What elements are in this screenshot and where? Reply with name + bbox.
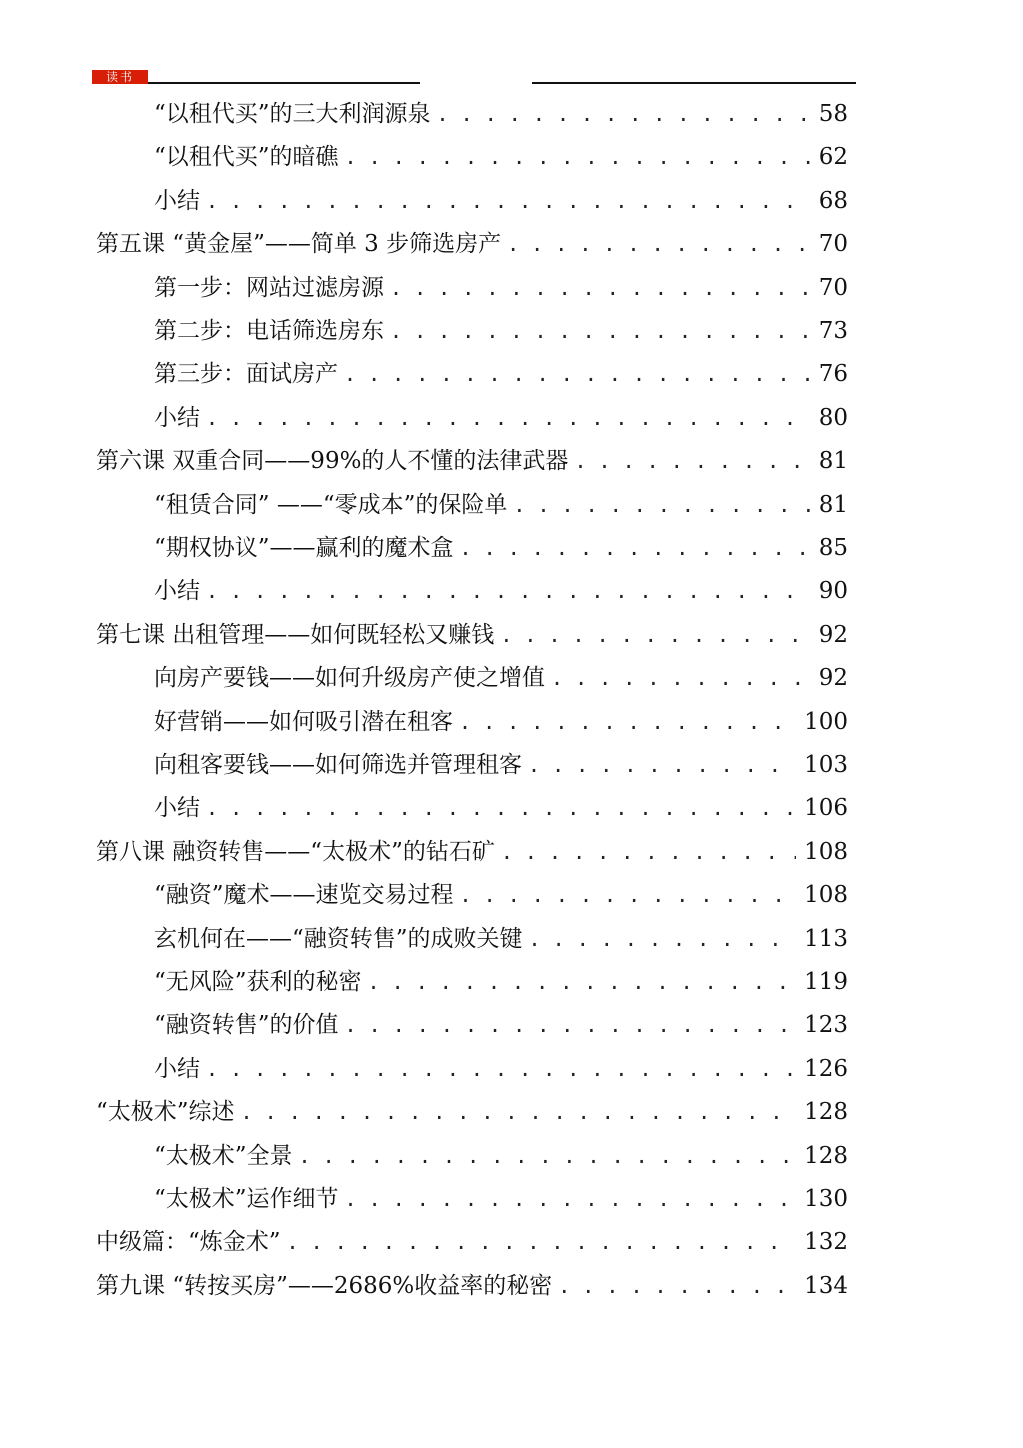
toc-dot-leader <box>574 443 810 479</box>
toc-section-entry[interactable] <box>154 139 848 175</box>
toc-entry-page-number: 58 <box>818 101 848 127</box>
toc-chapter-entry[interactable] <box>96 834 848 870</box>
toc-entry-page-number: 132 <box>804 1229 848 1256</box>
toc-entry-title: 小结 <box>154 578 200 605</box>
toc-section-entry[interactable] <box>154 1181 848 1217</box>
toc-section-entry[interactable] <box>154 1007 848 1043</box>
toc-dot-leader <box>460 530 811 566</box>
toc-entry-page-number: 103 <box>804 752 848 778</box>
toc-dot-leader <box>206 790 796 826</box>
toc-section-entry[interactable] <box>154 877 848 913</box>
toc-entry-page-number: 73 <box>818 318 848 344</box>
toc-chapter-entry[interactable] <box>96 443 848 479</box>
toc-entry-title: 小结 <box>154 404 200 431</box>
header-badge: 读书 <box>92 70 148 84</box>
toc-dot-leader <box>558 1268 796 1304</box>
toc-section-entry[interactable] <box>154 790 848 826</box>
toc-entry-page-number: 70 <box>818 231 848 258</box>
toc-dot-leader <box>513 487 810 523</box>
toc-section-entry[interactable] <box>154 573 848 609</box>
toc-chapter-entry[interactable] <box>96 1224 848 1260</box>
toc-entry-title: 向租客要钱——如何筛选并管理租客 <box>154 752 522 778</box>
toc-entry-page-number: 113 <box>804 925 848 952</box>
toc-entry-page-number: 81 <box>818 491 848 518</box>
toc-entry-title: “期权协议”——赢利的魔术盒 <box>154 535 454 561</box>
toc-entry-title: “太极术”综述 <box>96 1099 235 1126</box>
toc-section-entry[interactable] <box>154 921 848 957</box>
toc-entry-page-number: 134 <box>804 1272 848 1299</box>
toc-dot-leader <box>368 964 797 1000</box>
header-rule-right <box>532 82 856 84</box>
toc-entry-title: “以租代买”的三大利润源泉 <box>154 101 431 127</box>
toc-section-entry[interactable] <box>154 964 848 1000</box>
toc-entry-title: 第一步：网站过滤房源 <box>154 274 384 301</box>
toc-section-entry[interactable] <box>154 270 848 306</box>
toc-entry-title: 第九课 “转按买房”——2686%收益率的秘密 <box>96 1272 553 1299</box>
toc-entry-page-number: 68 <box>818 187 848 214</box>
toc-entry-title: 第三步：面试房产 <box>154 361 338 388</box>
toc-section-entry[interactable] <box>154 660 848 696</box>
toc-entry-page-number: 128 <box>804 1142 848 1169</box>
toc-entry-title: 第五课 “黄金屋”——简单 3 步筛选房产 <box>96 231 502 258</box>
toc-entry-title: “以租代买”的暗礁 <box>154 144 339 171</box>
toc-section-entry[interactable] <box>154 356 848 392</box>
toc-entry-title: “太极术”全景 <box>154 1142 293 1169</box>
toc-dot-leader <box>345 1181 797 1217</box>
toc-entry-title: 小结 <box>154 795 200 822</box>
toc-section-entry[interactable] <box>154 183 848 219</box>
toc-dot-leader <box>390 313 811 349</box>
toc-section-entry[interactable] <box>154 530 848 566</box>
toc-section-entry[interactable] <box>154 704 848 740</box>
toc-dot-leader <box>345 139 811 175</box>
toc-section-entry[interactable] <box>154 1138 848 1174</box>
toc-entry-page-number: 81 <box>818 448 848 475</box>
toc-chapter-entry[interactable] <box>96 1268 848 1304</box>
toc-entry-page-number: 92 <box>818 665 848 692</box>
toc-dot-leader <box>287 1224 797 1260</box>
toc-dot-leader <box>500 617 810 653</box>
toc-entry-page-number: 100 <box>804 708 848 735</box>
toc-entry-title: 第八课 融资转售——“太极术”的钻石矿 <box>96 838 495 865</box>
toc-entry-page-number: 130 <box>804 1186 848 1212</box>
toc-entry-title: “融资”魔术——速览交易过程 <box>154 882 454 909</box>
header-rule-left <box>148 82 420 84</box>
toc-entry-page-number: 106 <box>804 795 848 822</box>
toc-entry-title: 中级篇：“炼金术” <box>96 1229 281 1256</box>
toc-entry-title: 小结 <box>154 1055 200 1082</box>
toc-dot-leader <box>206 1051 796 1087</box>
toc-section-entry[interactable] <box>154 400 848 436</box>
toc-entry-page-number: 76 <box>818 361 848 388</box>
toc-dot-leader <box>528 747 796 783</box>
toc-dot-leader <box>437 96 811 132</box>
toc-entry-page-number: 108 <box>804 838 848 865</box>
toc-dot-leader <box>345 1007 797 1043</box>
toc-entry-page-number: 62 <box>818 144 848 171</box>
toc-dot-leader <box>206 400 811 436</box>
toc-section-entry[interactable] <box>154 487 848 523</box>
toc-entry-title: 第六课 双重合同——99%的人不懂的法律武器 <box>96 448 569 475</box>
toc-entry-page-number: 128 <box>804 1099 848 1126</box>
toc-chapter-entry[interactable] <box>96 226 848 262</box>
toc-dot-leader <box>344 356 811 392</box>
toc-entry-title: 向房产要钱——如何升级房产使之增值 <box>154 665 545 692</box>
toc-dot-leader <box>460 877 797 913</box>
toc-dot-leader <box>529 921 797 957</box>
toc-dot-leader <box>206 573 811 609</box>
toc-entry-page-number: 92 <box>818 621 848 648</box>
toc-dot-leader <box>390 270 811 306</box>
toc-entry-page-number: 85 <box>818 535 848 561</box>
toc-entry-title: 第二步：电话筛选房东 <box>154 318 384 344</box>
toc-section-entry[interactable] <box>154 1051 848 1087</box>
toc-entry-title: “太极术”运作细节 <box>154 1186 339 1212</box>
toc-dot-leader <box>551 660 811 696</box>
toc-entry-title: “无风险”获利的秘密 <box>154 969 362 995</box>
toc-entry-page-number: 70 <box>818 274 848 301</box>
toc-entry-title: 玄机何在——“融资转售”的成败关键 <box>154 925 523 952</box>
toc-entry-title: “融资转售”的价值 <box>154 1012 339 1039</box>
toc-entry-page-number: 80 <box>818 404 848 431</box>
toc-section-entry[interactable] <box>154 313 848 349</box>
toc-dot-leader <box>507 226 811 262</box>
toc-dot-leader <box>501 834 796 870</box>
toc-section-entry[interactable] <box>154 747 848 783</box>
toc-section-entry[interactable] <box>154 96 848 132</box>
toc-dot-leader <box>299 1138 797 1174</box>
toc-entry-page-number: 123 <box>804 1012 848 1039</box>
toc-entry-title: “租赁合同” ——“零成本”的保险单 <box>154 491 508 518</box>
toc-dot-leader <box>241 1094 797 1130</box>
toc-dot-leader <box>206 183 811 219</box>
toc-entry-title: 小结 <box>154 187 200 214</box>
toc-chapter-entry[interactable] <box>96 1094 848 1130</box>
toc-entry-page-number: 108 <box>804 882 848 909</box>
toc-dot-leader <box>459 704 796 740</box>
toc-entry-page-number: 126 <box>804 1055 848 1082</box>
toc-chapter-entry[interactable] <box>96 617 848 653</box>
toc-entry-title: 第七课 出租管理——如何既轻松又赚钱 <box>96 621 495 648</box>
toc-entry-page-number: 90 <box>818 578 848 605</box>
toc-entry-page-number: 119 <box>804 969 848 995</box>
toc-entry-title: 好营销——如何吸引潜在租客 <box>154 708 453 735</box>
